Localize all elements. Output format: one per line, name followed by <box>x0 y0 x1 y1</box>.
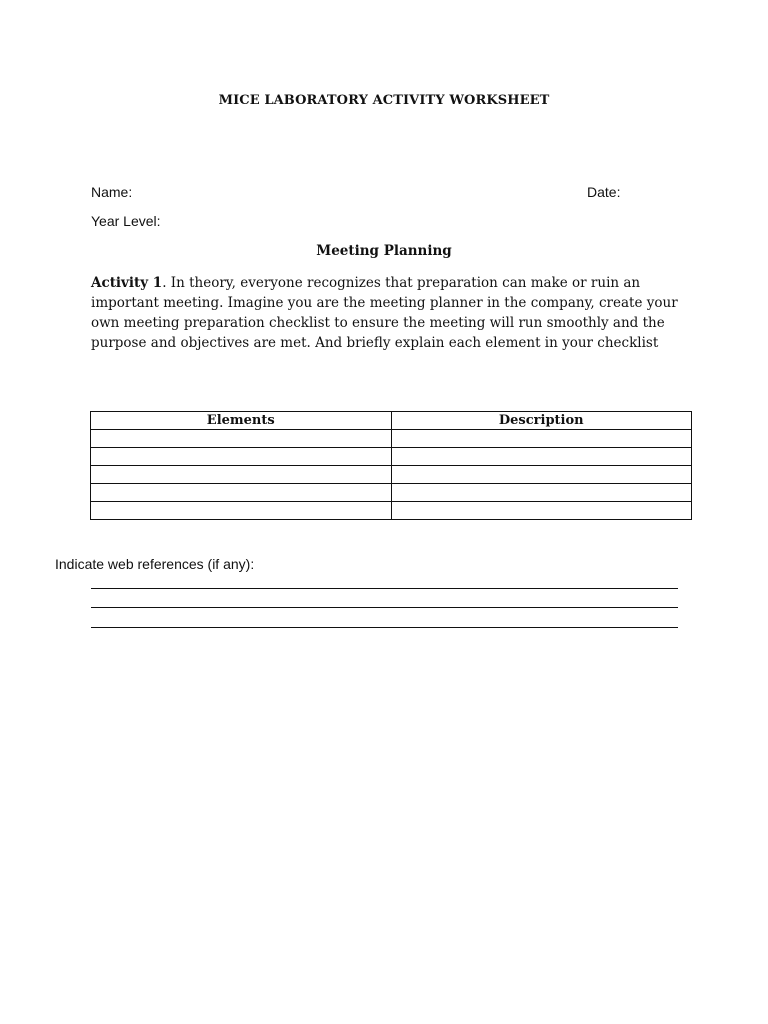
checklist-table <box>90 411 692 520</box>
table-cell-description[interactable] <box>391 502 692 520</box>
table-row <box>91 502 692 520</box>
activity-text: . In theory, everyone recognizes that preparation can make or ruin an important meeting. Imagine you are the meeting planner in the company, create your own meeting preparation checklist to ensure the meeting will run smoothly and the purpose and objectives are met. And briefly explain each element in your checklist <box>91 275 678 351</box>
reference-answer-line[interactable] <box>91 627 678 628</box>
table-cell-description[interactable] <box>391 484 692 502</box>
table-cell-element[interactable] <box>91 448 392 466</box>
activity-label: Activity 1 <box>91 275 163 291</box>
table-row <box>91 484 692 502</box>
year-level-field-label: Year Level: <box>91 213 161 229</box>
activity-instructions <box>91 273 681 353</box>
table-header-elements: Elements <box>91 412 392 430</box>
table-cell-element[interactable] <box>91 466 392 484</box>
table-row <box>91 466 692 484</box>
web-references-label: Indicate web references (if any): <box>55 556 255 572</box>
table-cell-description[interactable] <box>391 466 692 484</box>
table-row <box>91 430 692 448</box>
reference-answer-line[interactable] <box>91 607 678 608</box>
table-row <box>91 448 692 466</box>
name-field-label: Name: <box>91 184 133 200</box>
table-header-row <box>91 412 692 430</box>
section-subtitle: Meeting Planning <box>316 243 452 259</box>
worksheet-title: MICE LABORATORY ACTIVITY WORKSHEET <box>218 93 550 108</box>
reference-answer-line[interactable] <box>91 588 678 589</box>
date-field-label: Date: <box>587 184 621 200</box>
table-cell-element[interactable] <box>91 430 392 448</box>
table-cell-description[interactable] <box>391 430 692 448</box>
table-cell-element[interactable] <box>91 484 392 502</box>
table-cell-description[interactable] <box>391 448 692 466</box>
table-header-description: Description <box>391 412 692 430</box>
table-cell-element[interactable] <box>91 502 392 520</box>
